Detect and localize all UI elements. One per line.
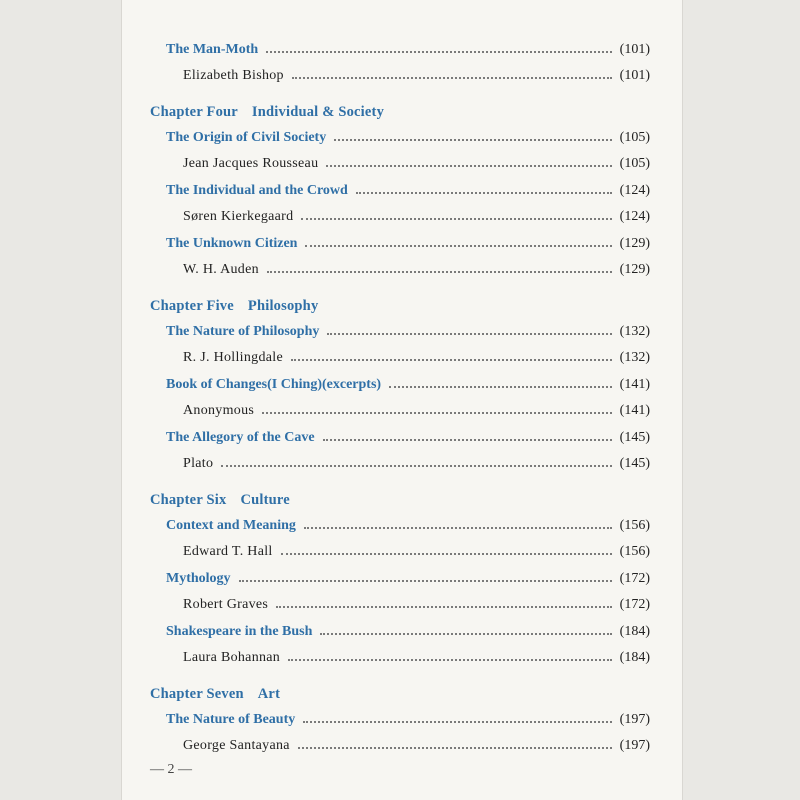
toc-title-entry — [166, 233, 650, 255]
dot-leader — [291, 357, 612, 361]
page-number: (124) — [619, 183, 650, 198]
dot-leader — [276, 604, 612, 608]
toc-title-entry — [166, 568, 650, 590]
chapter-name: Art — [257, 685, 281, 702]
toc-author-entry — [183, 647, 650, 669]
chapter-name: Philosophy — [247, 297, 319, 314]
chapter-label: Chapter Five — [150, 297, 234, 314]
selection-author: Jean Jacques Rousseau — [183, 156, 319, 171]
dot-leader — [262, 410, 612, 414]
selection-author: Edward T. Hall — [183, 544, 273, 559]
page-number: (172) — [619, 571, 650, 586]
chapter-name: Individual & Society — [251, 103, 385, 120]
dot-leader — [288, 657, 612, 661]
toc-title-entry — [166, 180, 650, 202]
chapter-heading — [150, 489, 290, 511]
dot-leader — [326, 163, 611, 167]
selection-author: Søren Kierkegaard — [183, 209, 294, 224]
selection-title: Mythology — [166, 571, 231, 586]
page-number: (197) — [619, 712, 650, 727]
toc-title-entry — [166, 621, 650, 643]
toc-title-entry — [166, 427, 650, 449]
chapter-label: Chapter Six — [150, 491, 227, 508]
dot-leader — [239, 578, 612, 582]
dot-leader — [292, 75, 612, 79]
toc-title-entry — [166, 127, 650, 149]
page-footer-number: — 2 — — [150, 762, 192, 777]
selection-author: Plato — [183, 456, 214, 471]
page-number: (184) — [619, 650, 650, 665]
page-number: (145) — [619, 456, 650, 471]
page-number: (101) — [619, 42, 650, 57]
selection-author: R. J. Hollingdale — [183, 350, 283, 365]
selection-author: W. H. Auden — [183, 262, 259, 277]
chapter-name: Culture — [240, 491, 290, 508]
dot-leader — [304, 525, 612, 529]
toc-author-entry — [183, 400, 650, 422]
selection-title: The Allegory of the Cave — [166, 430, 315, 445]
selection-author: Robert Graves — [183, 597, 269, 612]
page-number: (105) — [619, 130, 650, 145]
page-number: (141) — [619, 403, 650, 418]
toc-author-entry — [183, 65, 650, 87]
selection-title: The Origin of Civil Society — [166, 130, 327, 145]
chapter-heading — [150, 295, 318, 317]
selection-author: Elizabeth Bishop — [183, 68, 284, 83]
selection-title: Shakespeare in the Bush — [166, 624, 313, 639]
toc-author-entry — [183, 347, 650, 369]
page-number: (129) — [619, 262, 650, 277]
toc-author-entry — [183, 259, 650, 281]
dot-leader — [298, 745, 612, 749]
page-number: (184) — [619, 624, 650, 639]
toc-title-entry — [166, 515, 650, 537]
toc-author-entry — [183, 453, 650, 475]
toc-title-entry — [166, 709, 650, 731]
page-number: (197) — [619, 738, 650, 753]
selection-author: Laura Bohannan — [183, 650, 281, 665]
page-number: (172) — [619, 597, 650, 612]
selection-title: The Man-Moth — [166, 42, 259, 57]
page-number: (156) — [619, 518, 650, 533]
selection-title: Book of Changes(I Ching)(excerpts) — [166, 377, 382, 392]
dot-leader — [281, 551, 612, 555]
selection-title: The Unknown Citizen — [166, 236, 298, 251]
page-number: (101) — [619, 68, 650, 83]
dot-leader — [267, 269, 612, 273]
dot-leader — [323, 437, 612, 441]
toc-author-entry — [183, 594, 650, 616]
toc-title-entry — [166, 374, 650, 396]
dot-leader — [305, 243, 611, 247]
toc-author-entry — [183, 541, 650, 563]
chapter-heading — [150, 683, 280, 705]
page-number: (129) — [619, 236, 650, 251]
dot-leader — [266, 49, 612, 53]
page-number: (132) — [619, 350, 650, 365]
page-number: (124) — [619, 209, 650, 224]
selection-title: The Nature of Philosophy — [166, 324, 320, 339]
dot-leader — [356, 190, 612, 194]
toc-author-entry — [183, 206, 650, 228]
toc-author-entry — [183, 153, 650, 175]
selection-title: The Nature of Beauty — [166, 712, 296, 727]
selection-title: Context and Meaning — [166, 518, 296, 533]
selection-title: The Individual and the Crowd — [166, 183, 348, 198]
selection-author: George Santayana — [183, 738, 290, 753]
dot-leader — [334, 137, 611, 141]
page-number: (145) — [619, 430, 650, 445]
toc-title-entry — [166, 321, 650, 343]
dot-leader — [327, 331, 611, 335]
page-number: (141) — [619, 377, 650, 392]
selection-author: Anonymous — [183, 403, 255, 418]
page-number: (132) — [619, 324, 650, 339]
dot-leader — [221, 463, 611, 467]
toc-author-entry — [183, 735, 650, 757]
page-number: (105) — [619, 156, 650, 171]
toc-title-entry — [166, 39, 650, 61]
chapter-heading — [150, 101, 384, 123]
page-number: (156) — [619, 544, 650, 559]
dot-leader — [303, 719, 611, 723]
dot-leader — [320, 631, 611, 635]
chapter-label: Chapter Seven — [150, 685, 244, 702]
dot-leader — [389, 384, 612, 388]
dot-leader — [301, 216, 611, 220]
chapter-label: Chapter Four — [150, 103, 238, 120]
